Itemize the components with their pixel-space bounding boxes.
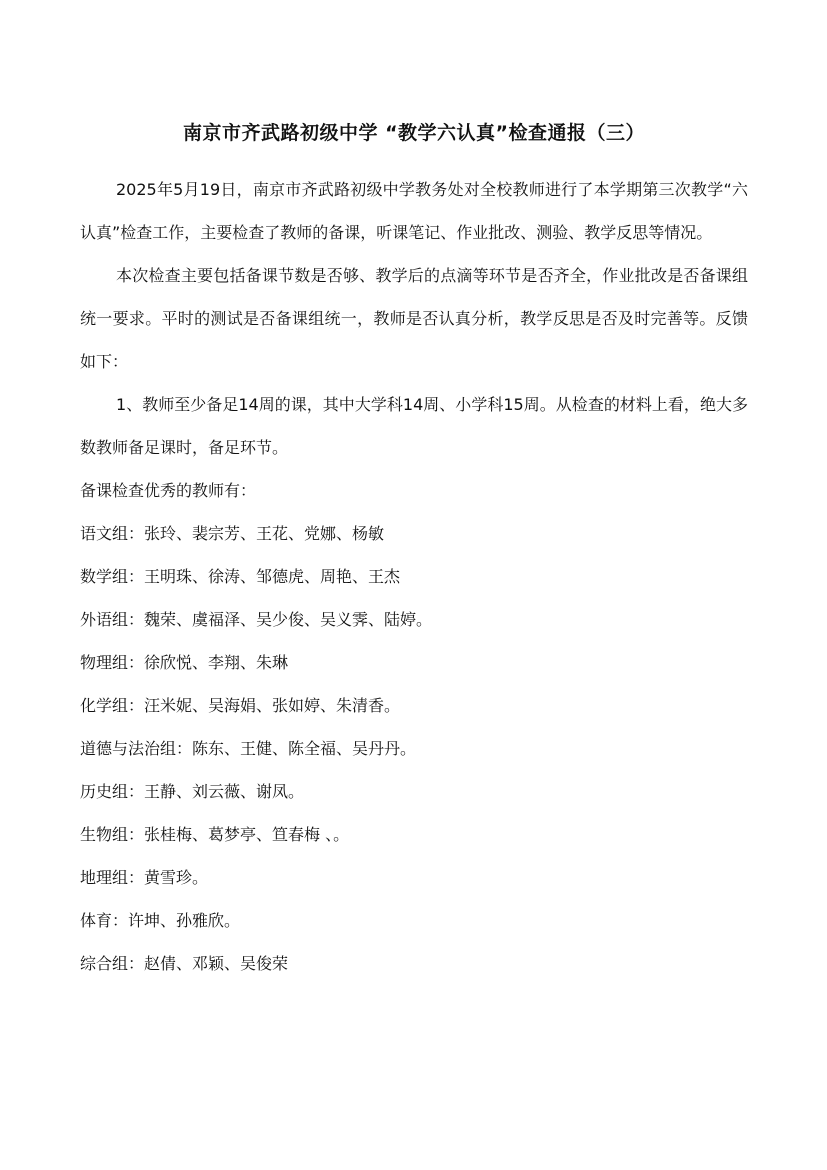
- group-line-geography: 地理组：黄雪珍。: [80, 868, 209, 887]
- paragraph-scope: 本次检查主要包括备课节数是否够、教学后的点滴等环节是否齐全，作业批改是否备课组统一要求。平时的测试是否备课组统一，教师是否认真分析，教学反思是否及时完善等。反馈如下：: [80, 266, 748, 371]
- paragraph-intro: 2025年5月19日，南京市齐武路初级中学教务处对全校教师进行了本学期第三次教学“六认真”检查工作，主要检查了教师的备课，听课笔记、作业批改、测验、教学反思等情况。: [80, 180, 748, 242]
- group-line-morality-law: 道德与法治组：陈东、王健、陈全福、吴丹丹。: [80, 739, 417, 758]
- group-line-pe: 体育：许坤、孙雅欣。: [80, 911, 241, 930]
- group-line-chinese: 语文组：张玲、裴宗芳、王花、党娜、杨敏: [80, 524, 385, 543]
- group-line-math: 数学组：王明珠、徐涛、邹德虎、周艳、王杰: [80, 567, 401, 586]
- paragraph-item-1: 1、教师至少备足14周的课，其中大学科14周、小学科15周。从检查的材料上看，绝大多数教师备足课时，备足环节。: [80, 395, 748, 457]
- group-line-comprehensive: 综合组：赵倩、邓颖、吴俊荣: [80, 954, 289, 973]
- group-line-biology: 生物组：张桂梅、葛梦亭、笪春梅 、。: [80, 825, 350, 844]
- group-line-physics: 物理组：徐欣悦、李翔、朱琳: [80, 653, 289, 672]
- group-line-foreign-language: 外语组：魏荣、虞福泽、吴少俊、吴义霁、陆婷。: [80, 610, 433, 629]
- list-heading: 备课检查优秀的教师有：: [80, 481, 257, 500]
- document-title: 南京市齐武路初级中学 “教学六认真”检查通报（三）: [182, 122, 646, 144]
- document-page: [80, 118, 748, 985]
- group-line-chemistry: 化学组：汪米妮、吴海娟、张如婷、朱清香。: [80, 696, 401, 715]
- group-line-history: 历史组：王静、刘云薇、谢凤。: [80, 782, 305, 801]
